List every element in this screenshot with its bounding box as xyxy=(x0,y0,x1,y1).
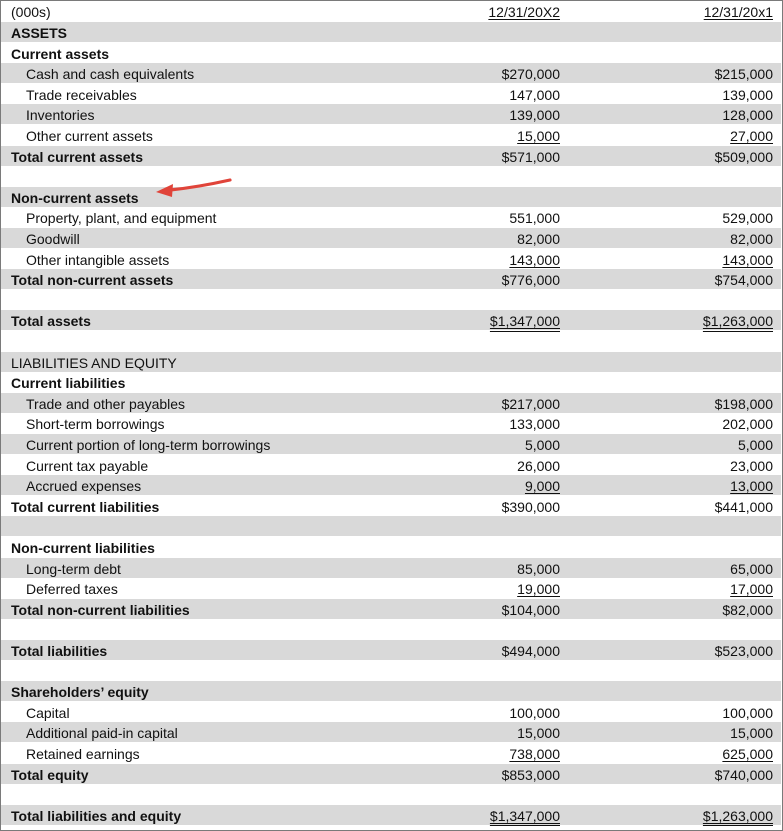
value-20x2: 15,000 xyxy=(517,725,560,742)
value-20x2: $390,000 xyxy=(501,498,560,515)
value-20x1: 529,000 xyxy=(722,210,773,227)
row-label: Total current assets xyxy=(11,148,144,165)
value-20x1: 139,000 xyxy=(722,86,773,103)
row-label: Non-current liabilities xyxy=(11,540,155,556)
value-20x2: 5,000 xyxy=(524,437,560,453)
value-20x2: 143,000 xyxy=(509,251,560,268)
value-20x1: $740,000 xyxy=(714,766,773,783)
value-20x1: 27,000 xyxy=(730,128,773,144)
value-20x2: $104,000 xyxy=(501,601,560,618)
value-20x1: $198,000 xyxy=(714,395,773,412)
units-label: (000s) xyxy=(11,4,51,20)
row-label: Accrued expenses xyxy=(26,478,142,495)
row-label: Total non-current assets xyxy=(11,272,174,289)
row-label: Trade and other payables xyxy=(26,395,186,412)
row-label: Total equity xyxy=(11,766,89,783)
value-20x1: 625,000 xyxy=(722,746,773,762)
row-label: Capital xyxy=(26,704,70,721)
row-label: Long-term debt xyxy=(26,560,121,577)
value-20x1: 13,000 xyxy=(730,478,773,495)
row-label: Current assets xyxy=(11,45,110,62)
value-20x1: 23,000 xyxy=(730,457,773,474)
row-label: Non-current assets xyxy=(11,189,139,206)
value-20x2: $776,000 xyxy=(501,272,560,289)
value-20x1: 17,000 xyxy=(730,581,773,598)
row-label: Other current assets xyxy=(26,128,153,144)
row-label: Current tax payable xyxy=(26,457,149,474)
row-label: Total assets xyxy=(11,313,91,330)
value-20x1: $509,000 xyxy=(714,148,773,165)
value-20x2: $270,000 xyxy=(501,66,560,83)
value-20x1: $441,000 xyxy=(714,498,773,515)
value-20x2: 85,000 xyxy=(517,560,560,577)
value-20x1: 202,000 xyxy=(722,416,773,433)
value-20x1: 143,000 xyxy=(722,251,773,268)
value-20x1: $523,000 xyxy=(714,643,773,659)
value-20x2: $1,347,000 xyxy=(489,807,560,824)
row-label: Other intangible assets xyxy=(26,251,170,268)
value-20x1: $1,263,000 xyxy=(702,807,773,824)
value-20x2: $217,000 xyxy=(501,395,560,412)
row-label: ASSETS xyxy=(11,25,68,41)
row-label: Shareholders’ equity xyxy=(11,684,149,701)
row-label: Current portion of long-term borrowings xyxy=(26,437,271,453)
row-label: Retained earnings xyxy=(26,746,140,762)
value-20x1: 100,000 xyxy=(722,704,773,721)
value-20x2: 738,000 xyxy=(509,746,560,762)
value-20x2: 147,000 xyxy=(509,86,560,103)
row-label: Total current liabilities xyxy=(11,498,160,515)
row-label: Current liabilities xyxy=(11,375,126,392)
row-label: Total non-current liabilities xyxy=(11,601,190,618)
row-label: Deferred taxes xyxy=(26,581,118,598)
column-header-20x1: 12/31/20x1 xyxy=(703,4,773,20)
value-20x1: 5,000 xyxy=(737,437,773,453)
value-20x2: $571,000 xyxy=(501,148,560,165)
row-label: Additional paid-in capital xyxy=(26,725,178,742)
row-label: Goodwill xyxy=(26,231,80,247)
value-20x1: 15,000 xyxy=(730,725,773,742)
row-label: Total liabilities xyxy=(11,643,108,659)
value-20x1: $1,263,000 xyxy=(702,313,773,330)
value-20x2: 9,000 xyxy=(524,478,560,495)
row-label: Cash and cash equivalents xyxy=(26,66,195,83)
row-label: LIABILITIES AND EQUITY xyxy=(11,354,177,371)
value-20x1: 82,000 xyxy=(730,231,773,247)
value-20x2: 26,000 xyxy=(517,457,560,474)
row-label: Total liabilities and equity xyxy=(11,807,182,824)
row-label: Property, plant, and equipment xyxy=(26,210,217,227)
value-20x2: $494,000 xyxy=(501,643,560,659)
value-20x2: 133,000 xyxy=(509,416,560,433)
value-20x1: 128,000 xyxy=(722,107,773,124)
row-label: Trade receivables xyxy=(26,86,137,103)
value-20x1: $215,000 xyxy=(714,66,773,83)
value-20x1: $82,000 xyxy=(722,601,773,618)
value-20x2: $1,347,000 xyxy=(489,313,560,330)
value-20x1: 65,000 xyxy=(730,560,773,577)
column-header-20x2: 12/31/20X2 xyxy=(488,4,560,20)
row-label: Inventories xyxy=(26,107,95,124)
value-20x2: 100,000 xyxy=(509,704,560,721)
row-label: Short-term borrowings xyxy=(26,416,165,433)
value-20x2: 15,000 xyxy=(517,128,560,144)
value-20x1: $754,000 xyxy=(714,272,773,289)
value-20x2: $853,000 xyxy=(501,766,560,783)
value-20x2: 139,000 xyxy=(509,107,560,124)
value-20x2: 82,000 xyxy=(517,231,560,247)
value-20x2: 551,000 xyxy=(509,210,560,227)
value-20x2: 19,000 xyxy=(517,581,560,598)
